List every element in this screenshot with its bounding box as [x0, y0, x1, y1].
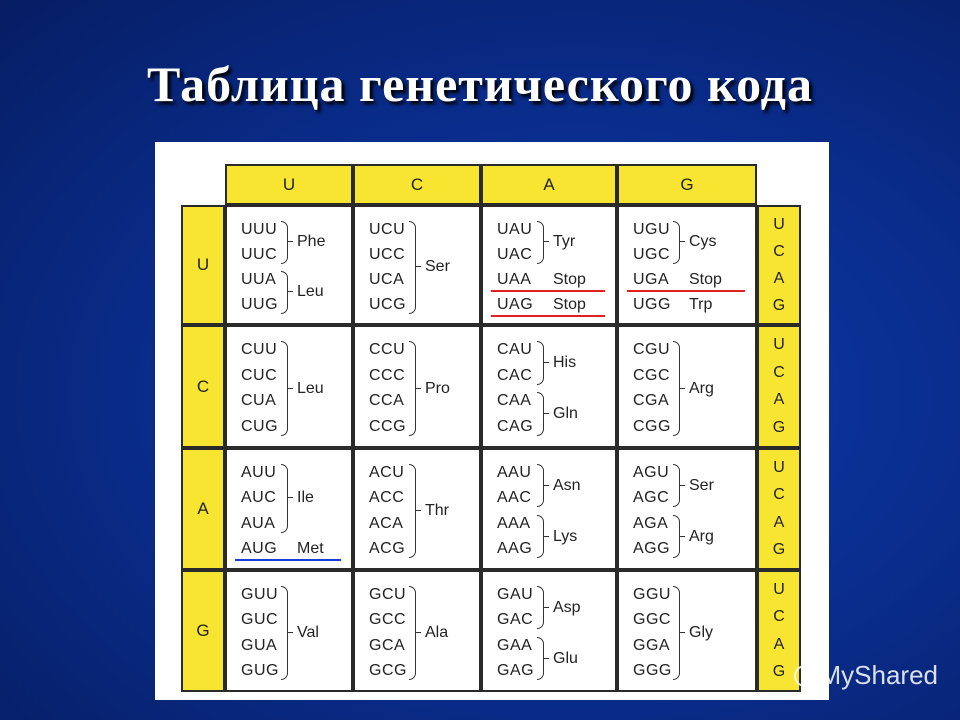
codon-block [481, 448, 617, 570]
codon: UUG [241, 295, 279, 313]
watermark [794, 660, 939, 691]
codon-block [225, 325, 353, 448]
third-base-label: C [773, 608, 785, 626]
codon: ACA [369, 514, 404, 532]
third-base-column [757, 325, 801, 448]
amino-acid-label: Val [297, 624, 319, 641]
amino-acid-label: Arg [689, 379, 714, 397]
codon: UUU [241, 220, 278, 238]
codon-group-brace [281, 341, 288, 436]
codon: CUA [241, 392, 277, 410]
amino-acid-label: Met [297, 540, 324, 558]
codon-block [617, 325, 757, 448]
amino-acid-label: Ala [425, 624, 449, 641]
amino-acid-label: Cys [689, 233, 717, 250]
codon: UAC [497, 245, 533, 263]
codon: ACU [369, 463, 405, 481]
codon: GGA [633, 636, 671, 654]
third-base-label: A [773, 391, 785, 409]
third-base-label: G [772, 419, 786, 437]
codon-block [481, 205, 617, 325]
third-base-label: C [773, 242, 785, 260]
codon: CGU [633, 340, 671, 358]
genetic-code-panel [155, 142, 829, 700]
codon-group-brace [537, 586, 544, 630]
codon: CCC [369, 366, 406, 384]
codon: CUG [241, 418, 279, 436]
codon: GAG [497, 662, 535, 680]
amino-acid-label: Thr [425, 502, 449, 519]
third-base-label: G [772, 541, 786, 559]
codon: GAA [497, 636, 533, 654]
stop-codon-underline [627, 290, 745, 292]
amino-acid-label: Gln [553, 405, 578, 423]
first-base-header: G [181, 570, 225, 692]
codon-group-brace [537, 464, 544, 508]
codon-group-brace [673, 464, 680, 508]
codon: GCA [369, 636, 406, 654]
codon: GUG [241, 662, 279, 680]
codon-group-brace [673, 515, 680, 559]
codon: GCU [369, 585, 407, 603]
codon-block [617, 448, 757, 570]
codon-block [481, 325, 617, 448]
third-base-label: U [773, 458, 785, 476]
stop-codon-underline [491, 315, 605, 317]
third-base-label: G [772, 296, 786, 314]
amino-acid-label: Lys [553, 527, 578, 545]
codon-block [353, 205, 481, 325]
third-base-label: A [773, 513, 785, 531]
codon-group-brace [281, 271, 288, 314]
stop-codon-label: Stop [689, 270, 722, 288]
codon: AAC [497, 489, 532, 507]
third-base-label: U [773, 215, 785, 233]
codon: AAU [497, 463, 532, 481]
codon: CUU [241, 340, 278, 358]
amino-acid-label: Ser [425, 258, 450, 275]
third-base-label: U [773, 335, 785, 353]
codon: UCC [369, 245, 406, 263]
codon: AUC [241, 489, 277, 507]
codon: UGA [633, 270, 670, 288]
codon: CAU [497, 340, 533, 358]
codon: AUG [241, 540, 278, 558]
amino-acid-label: Leu [297, 379, 324, 397]
codon: UAG [497, 295, 534, 313]
codon: AAG [497, 540, 533, 558]
amino-acid-label: Glu [553, 649, 578, 667]
codon-group-brace [409, 221, 416, 314]
codon: UUC [241, 245, 278, 263]
codon: CUC [241, 366, 278, 384]
codon: GGU [633, 585, 671, 603]
codon: CCA [369, 392, 405, 410]
codon-block [225, 570, 353, 692]
codon: AGA [633, 514, 669, 532]
codon: CGA [633, 392, 670, 410]
codon: AAA [497, 514, 531, 532]
codon: GUU [241, 585, 279, 603]
codon-group-brace [537, 515, 544, 559]
codon: CAC [497, 366, 533, 384]
codon-group-brace [673, 221, 680, 264]
stop-codon-label: Stop [553, 295, 586, 313]
codon: GGG [633, 662, 672, 680]
amino-acid-label: Arg [689, 527, 714, 545]
codon: UGG [633, 295, 671, 313]
amino-acid-label: Asn [553, 476, 581, 494]
codon-group-brace [281, 221, 288, 264]
first-base-header: A [181, 448, 225, 570]
amino-acid-label: Asp [553, 598, 581, 616]
codon-block [353, 325, 481, 448]
amino-acid-label: Ser [689, 476, 714, 494]
slide-title: Таблица генетического кода [147, 56, 813, 112]
codon: CGG [633, 418, 671, 436]
codon: AUU [241, 463, 277, 481]
codon: GUC [241, 611, 279, 629]
amino-acid-label: Leu [297, 283, 324, 300]
third-base-column [757, 448, 801, 570]
stop-codon-underline [491, 290, 605, 292]
codon: CGC [633, 366, 671, 384]
amino-acid-label: Ile [297, 489, 314, 507]
first-base-header: C [181, 325, 225, 448]
codon: UCG [369, 295, 407, 313]
codon-block [481, 570, 617, 692]
codon: ACC [369, 489, 405, 507]
codon-block [353, 570, 481, 692]
stop-codon-label: Stop [553, 270, 586, 288]
codon: GGC [633, 611, 671, 629]
amino-acid-label: Gly [689, 624, 713, 641]
second-base-header: A [481, 164, 617, 205]
second-base-header: C [353, 164, 481, 205]
codon-group-brace [673, 586, 680, 681]
codon: GCC [369, 611, 407, 629]
third-base-label: C [773, 363, 785, 381]
codon: AGG [633, 540, 671, 558]
third-base-label: A [773, 635, 785, 653]
codon: AGU [633, 463, 670, 481]
codon: CCU [369, 340, 406, 358]
codon-block [225, 448, 353, 570]
codon-group-brace [537, 341, 544, 385]
codon-group-brace [537, 392, 544, 436]
amino-acid-label: Phe [297, 233, 326, 250]
amino-acid-label: Trp [689, 295, 713, 313]
codon-group-brace [409, 586, 416, 681]
second-base-header: G [617, 164, 757, 205]
codon: UGC [633, 245, 671, 263]
codon-group-brace [409, 341, 416, 436]
codon: CCG [369, 418, 407, 436]
codon: UCA [369, 270, 405, 288]
genetic-code-table [155, 142, 829, 700]
codon: CAG [497, 418, 534, 436]
codon: ACG [369, 540, 406, 558]
codon: GUA [241, 636, 278, 654]
codon: GAU [497, 585, 534, 603]
third-base-column [757, 205, 801, 325]
codon-group-brace [281, 464, 288, 533]
codon: UCU [369, 220, 406, 238]
codon-block [353, 448, 481, 570]
third-base-label: C [773, 486, 785, 504]
third-base-label: G [772, 663, 786, 681]
codon: AGC [633, 489, 670, 507]
third-base-label: A [773, 269, 785, 287]
amino-acid-label: His [553, 353, 577, 371]
codon-group-brace [537, 221, 544, 264]
codon-group-brace [673, 341, 680, 436]
myshared-logo-icon [794, 665, 816, 687]
start-codon-underline [235, 559, 341, 561]
codon-block [225, 205, 353, 325]
third-base-label: U [773, 580, 785, 598]
codon-group-brace [537, 637, 544, 681]
codon-group-brace [281, 586, 288, 681]
codon-block [617, 570, 757, 692]
codon: CAA [497, 392, 532, 410]
watermark-text: MyShared [819, 660, 938, 690]
codon-group-brace [409, 464, 416, 559]
amino-acid-label: Pro [425, 379, 450, 397]
codon-block [617, 205, 757, 325]
codon: GCG [369, 662, 407, 680]
codon: UGU [633, 220, 671, 238]
codon: UUA [241, 270, 277, 288]
codon: GAC [497, 611, 534, 629]
codon: UAU [497, 220, 533, 238]
second-base-header: U [225, 164, 353, 205]
first-base-header: U [181, 205, 225, 325]
amino-acid-label: Tyr [553, 233, 576, 250]
codon: AUA [241, 514, 276, 532]
codon: UAA [497, 270, 532, 288]
